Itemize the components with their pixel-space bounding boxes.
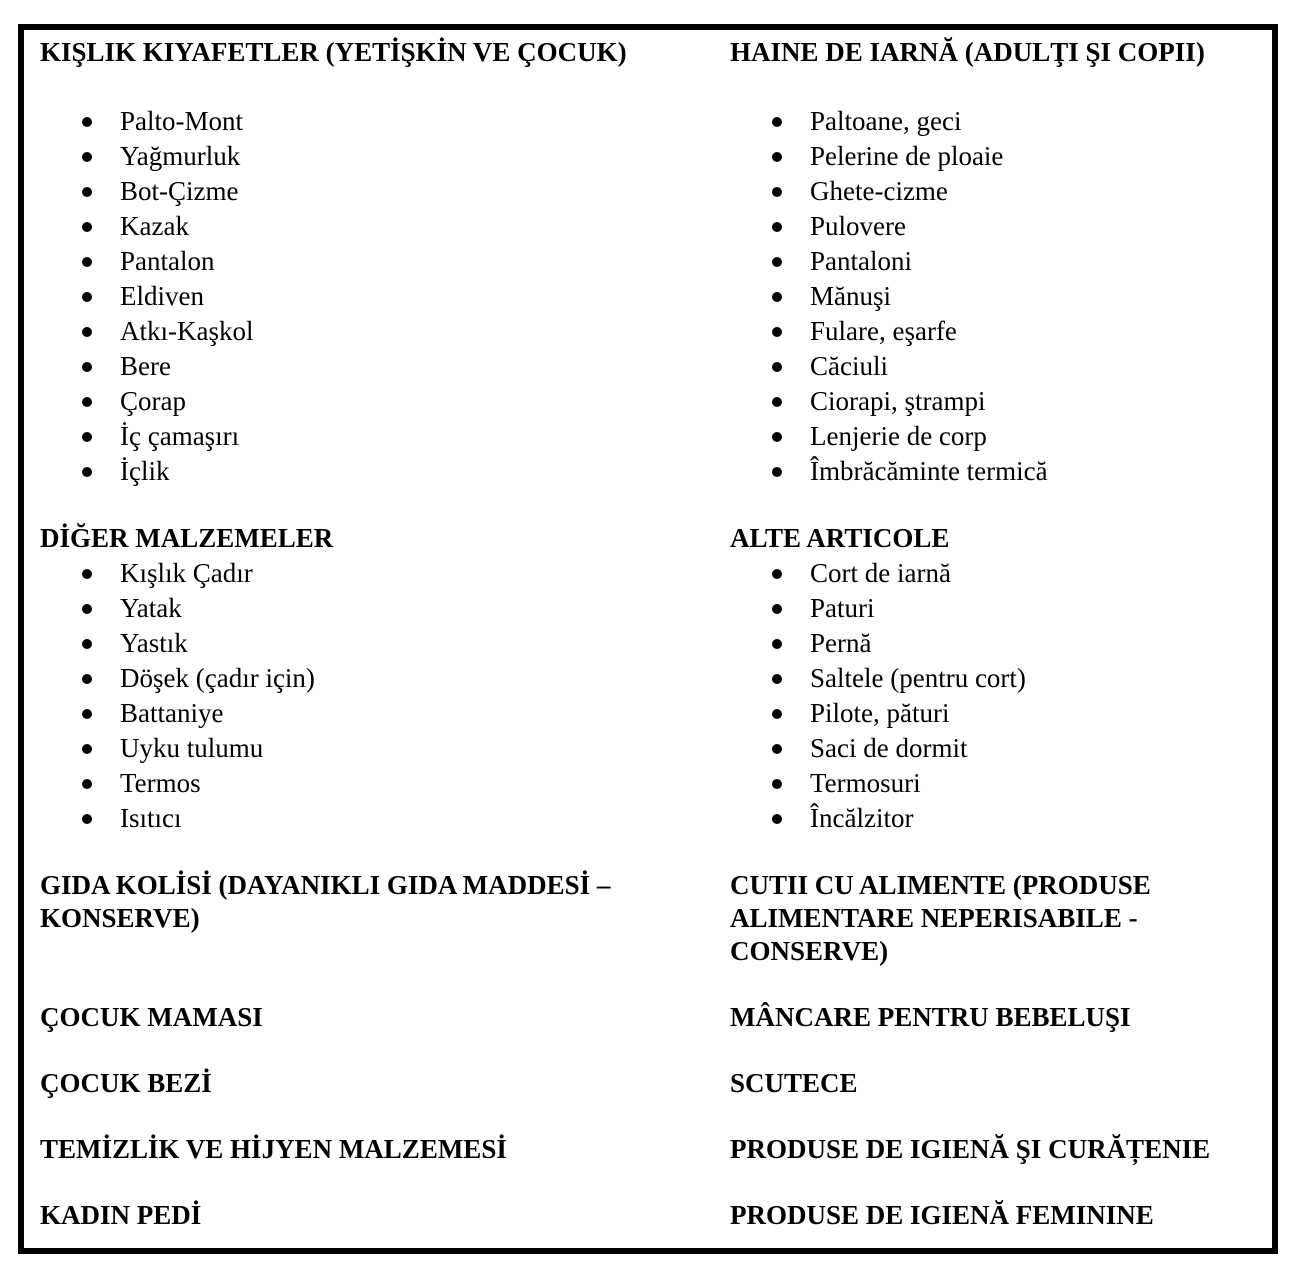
document-frame <box>18 24 1278 1254</box>
list-item <box>40 556 315 591</box>
list-item <box>730 696 1026 731</box>
list-item <box>730 279 1048 314</box>
list-item <box>40 279 253 314</box>
bullet-icon <box>82 222 92 232</box>
hygiene-heading: TEMİZLİK VE HİJYEN MALZEMESİ <box>40 1134 507 1164</box>
diaper-heading: ÇOCUK BEZİ <box>40 1068 212 1098</box>
bullet-icon <box>82 117 92 127</box>
bullet-icon <box>82 327 92 337</box>
baby-food-heading: MÂNCARE PENTRU BEBELUŞI <box>730 1002 1131 1032</box>
list-item-label: Termosuri <box>810 768 921 798</box>
baby-food-heading: ÇOCUK MAMASI <box>40 1002 263 1032</box>
list-item <box>730 384 1048 419</box>
list-item-label: Încălzitor <box>810 803 914 833</box>
list-item <box>730 209 1048 244</box>
list-item-label: Yastık <box>120 628 188 658</box>
bullet-icon <box>772 744 782 754</box>
bullet-icon <box>82 362 92 372</box>
bullet-icon <box>82 187 92 197</box>
list-item <box>730 556 1026 591</box>
sanitary-pad-heading: KADIN PEDİ <box>40 1200 202 1230</box>
bullet-icon <box>82 467 92 477</box>
list-item <box>730 731 1026 766</box>
bullet-icon <box>772 257 782 267</box>
list-item-label: Pantalon <box>120 246 215 276</box>
list-item <box>730 626 1026 661</box>
list-item <box>40 209 253 244</box>
list-item-label: Ghete-cizme <box>810 176 948 206</box>
list-item <box>730 314 1048 349</box>
list-item <box>730 766 1026 801</box>
list-item-label: Pilote, pături <box>810 698 950 728</box>
other-items-list <box>40 556 315 836</box>
bullet-icon <box>772 779 782 789</box>
bullet-icon <box>772 187 782 197</box>
list-item-label: Saci de dormit <box>810 733 968 763</box>
list-item-label: Pernă <box>810 628 872 658</box>
list-item-label: Eldiven <box>120 281 204 311</box>
list-item <box>40 174 253 209</box>
list-item <box>40 766 315 801</box>
list-item-label: Kışlık Çadır <box>120 558 253 588</box>
bullet-icon <box>772 432 782 442</box>
bullet-icon <box>772 327 782 337</box>
list-item-label: Uyku tulumu <box>120 733 264 763</box>
list-item <box>40 314 253 349</box>
winter-clothes-list <box>40 104 253 489</box>
list-item <box>40 731 315 766</box>
food-parcel-heading: CUTII CU ALIMENTE (PRODUSE ALIMENTARE NEPERISABILE - CONSERVE) <box>730 870 1151 966</box>
list-item-label: Bot-Çizme <box>120 176 239 206</box>
list-item-label: Çorap <box>120 386 186 416</box>
list-item-label: İçlik <box>120 456 170 486</box>
list-item-label: Cort de iarnă <box>810 558 951 588</box>
list-item <box>730 454 1048 489</box>
list-item-label: Kazak <box>120 211 189 241</box>
list-item <box>730 349 1048 384</box>
bullet-icon <box>82 257 92 267</box>
sanitary-pad-heading: PRODUSE DE IGIENĂ FEMININE <box>730 1200 1154 1230</box>
list-item-label: Ciorapi, ştrampi <box>810 386 986 416</box>
bullet-icon <box>82 639 92 649</box>
bullet-icon <box>772 604 782 614</box>
list-item <box>730 591 1026 626</box>
bullet-icon <box>82 397 92 407</box>
other-items-list <box>730 556 1026 836</box>
list-item <box>40 661 315 696</box>
list-item-label: Yağmurluk <box>120 141 241 171</box>
list-item-label: Isıtıcı <box>120 803 182 833</box>
list-item <box>730 661 1026 696</box>
list-item <box>40 244 253 279</box>
bullet-icon <box>82 709 92 719</box>
bullet-icon <box>772 152 782 162</box>
list-item-label: Döşek (çadır için) <box>120 663 315 693</box>
bullet-icon <box>772 222 782 232</box>
list-item-label: Battaniye <box>120 698 224 728</box>
hygiene-heading: PRODUSE DE IGIENĂ ŞI CURĂȚENIE <box>730 1134 1211 1164</box>
bullet-icon <box>82 779 92 789</box>
list-item <box>730 104 1048 139</box>
list-item-label: Mănuşi <box>810 281 891 311</box>
list-item-label: Pulovere <box>810 211 906 241</box>
list-item-label: Pantaloni <box>810 246 912 276</box>
bullet-icon <box>772 674 782 684</box>
list-item-label: Saltele (pentru cort) <box>810 663 1026 693</box>
bullet-icon <box>82 744 92 754</box>
bullet-icon <box>82 292 92 302</box>
bullet-icon <box>772 467 782 477</box>
list-item <box>730 139 1048 174</box>
list-item <box>40 591 315 626</box>
list-item <box>40 419 253 454</box>
list-item-label: Palto-Mont <box>120 106 244 136</box>
list-item <box>40 384 253 419</box>
list-item-label: Atkı-Kaşkol <box>120 316 254 346</box>
bullet-icon <box>772 397 782 407</box>
list-item-label: Paturi <box>810 593 875 623</box>
list-item-label: Paltoane, geci <box>810 106 962 136</box>
list-item <box>40 696 315 731</box>
list-item-label: Pelerine de ploaie <box>810 141 1004 171</box>
bullet-icon <box>772 709 782 719</box>
list-item-label: Yatak <box>120 593 182 623</box>
list-item <box>40 349 253 384</box>
list-item <box>40 801 315 836</box>
bullet-icon <box>772 362 782 372</box>
list-item-label: Fulare, eşarfe <box>810 316 957 346</box>
list-item-label: Termos <box>120 768 201 798</box>
list-item-label: Îmbrăcăminte termică <box>810 456 1048 486</box>
list-item <box>730 244 1048 279</box>
bullet-icon <box>772 292 782 302</box>
bullet-icon <box>82 674 92 684</box>
list-item-label: İç çamaşırı <box>120 421 240 451</box>
bullet-icon <box>772 569 782 579</box>
bullet-icon <box>82 432 92 442</box>
list-item <box>40 626 315 661</box>
bullet-icon <box>82 814 92 824</box>
list-item <box>730 174 1048 209</box>
bullet-icon <box>82 604 92 614</box>
bullet-icon <box>82 569 92 579</box>
bullet-icon <box>772 814 782 824</box>
other-items-heading: DİĞER MALZEMELER <box>40 523 334 553</box>
list-item <box>40 454 253 489</box>
bullet-icon <box>82 152 92 162</box>
bullet-icon <box>772 639 782 649</box>
winter-clothes-list <box>730 104 1048 489</box>
food-parcel-heading: GIDA KOLİSİ (DAYANIKLI GIDA MADDESİ – KONSERVE) <box>40 870 611 933</box>
diaper-heading: SCUTECE <box>730 1068 858 1098</box>
list-item <box>730 419 1048 454</box>
list-item <box>40 104 253 139</box>
list-item-label: Bere <box>120 351 171 381</box>
list-item <box>40 139 253 174</box>
winter-clothes-heading: HAINE DE IARNĂ (ADULŢI ŞI COPII) <box>730 37 1205 67</box>
list-item <box>730 801 1026 836</box>
winter-clothes-heading: KIŞLIK KIYAFETLER (YETİŞKİN VE ÇOCUK) <box>40 37 627 67</box>
bullet-icon <box>772 117 782 127</box>
list-item-label: Căciuli <box>810 351 888 381</box>
list-item-label: Lenjerie de corp <box>810 421 987 451</box>
other-items-heading: ALTE ARTICOLE <box>730 523 950 553</box>
